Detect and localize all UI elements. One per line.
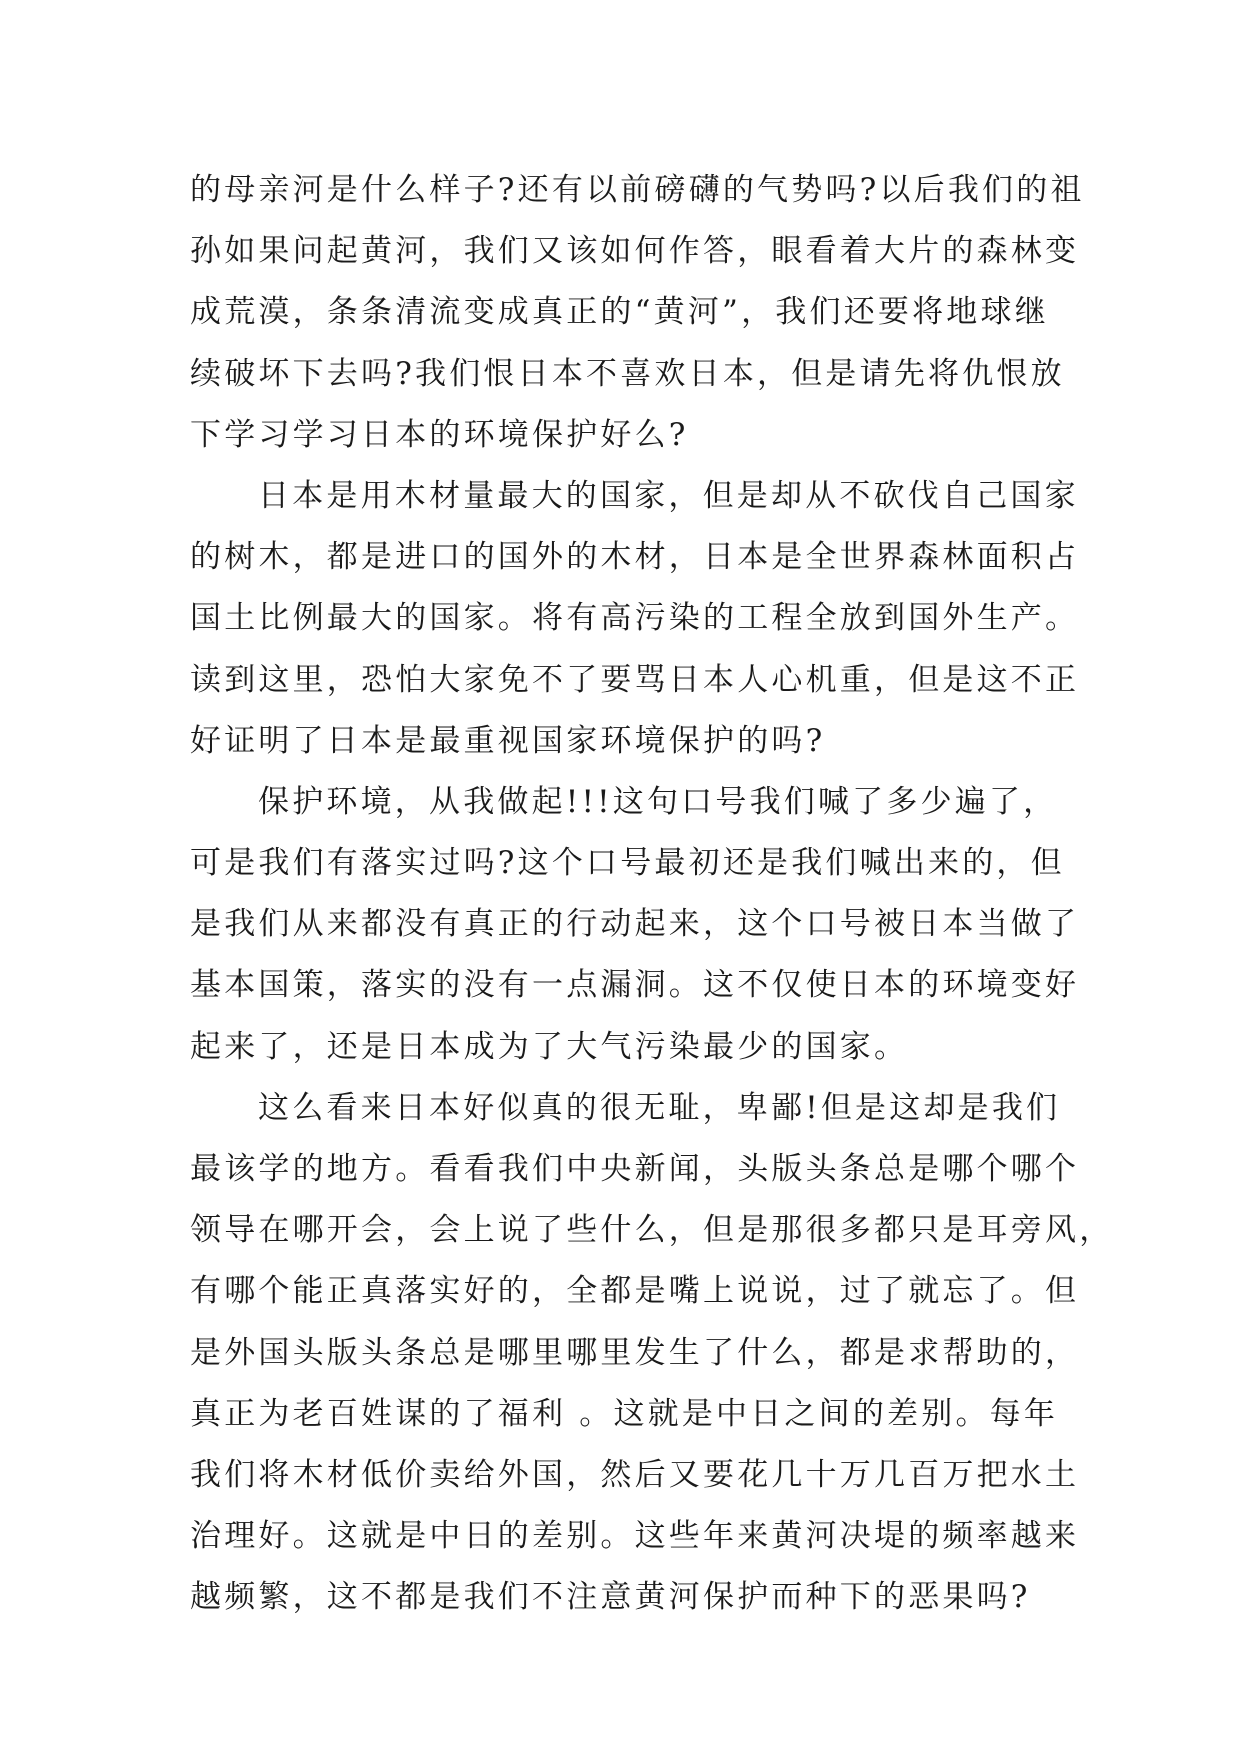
text-line: 领导在哪开会，会上说了些什么，但是那很多都只是耳旁风， xyxy=(190,1212,1114,1249)
text-line: 是我们从来都没有真正的行动起来，这个口号被日本当做了 xyxy=(190,906,1080,943)
text-line: 有哪个能正真落实好的，全都是嘴上说说，过了就忘了。但 xyxy=(190,1273,1080,1310)
text-line: 最该学的地方。看看我们中央新闻，头版头条总是哪个哪个 xyxy=(190,1151,1080,1187)
text-line: 是外国头版头条总是哪里哪里发生了什么，都是求帮助的， xyxy=(190,1334,1080,1371)
text-line: 我们将木材低价卖给外国，然后又要花几十万几百万把水土 xyxy=(190,1456,1080,1493)
paragraph-first-line: 保护环境，从我做起!!!这句口号我们喊了多少遍了， xyxy=(258,783,1058,820)
text-line: 的树木，都是进口的国外的木材，日本是全世界森林面积占 xyxy=(190,539,1080,576)
text-line: 起来了，还是日本成为了大气污染最少的国家。 xyxy=(190,1028,909,1065)
paragraph-first-line: 日本是用木材量最大的国家，但是却从不砍伐自己国家 xyxy=(258,477,1079,514)
text-line: 下学习学习日本的环境保护好么? xyxy=(190,416,689,453)
text-line: 基本国策，落实的没有一点漏洞。这不仅使日本的环境变好 xyxy=(190,967,1080,1004)
text-line: 的母亲河是什么样子?还有以前磅礴的气势吗?以后我们的祖 xyxy=(190,172,1085,208)
paragraph-first-line: 这么看来日本好似真的很无耻，卑鄙!但是这却是我们 xyxy=(258,1089,1061,1126)
text-line: 成荒漠，条条清流变成真正的“黄河”，我们还要将地球继 xyxy=(190,294,1049,331)
text-line: 国土比例最大的国家。将有高污染的工程全放到国外生产。 xyxy=(190,600,1080,637)
text-line: 续破坏下去吗?我们恨日本不喜欢日本，但是请先将仇恨放 xyxy=(190,355,1065,392)
text-line: 好证明了日本是最重视国家环境保护的吗? xyxy=(190,722,826,759)
text-line: 可是我们有落实过吗?这个口号最初还是我们喊出来的，但 xyxy=(190,845,1065,882)
text-line: 治理好。这就是中日的差别。这些年来黄河决堤的频率越来 xyxy=(190,1518,1080,1555)
text-line: 真正为老百姓谋的了福利 。这就是中日之间的差别。每年 xyxy=(190,1395,1059,1432)
body-text xyxy=(190,160,1114,1629)
text-line: 孙如果问起黄河，我们又该如何作答，眼看着大片的森林变 xyxy=(190,233,1080,270)
text-line: 读到这里，恐怕大家免不了要骂日本人心机重，但是这不正 xyxy=(190,661,1080,698)
text-line: 越频繁，这不都是我们不注意黄河保护而种下的恶果吗? xyxy=(190,1579,1031,1616)
